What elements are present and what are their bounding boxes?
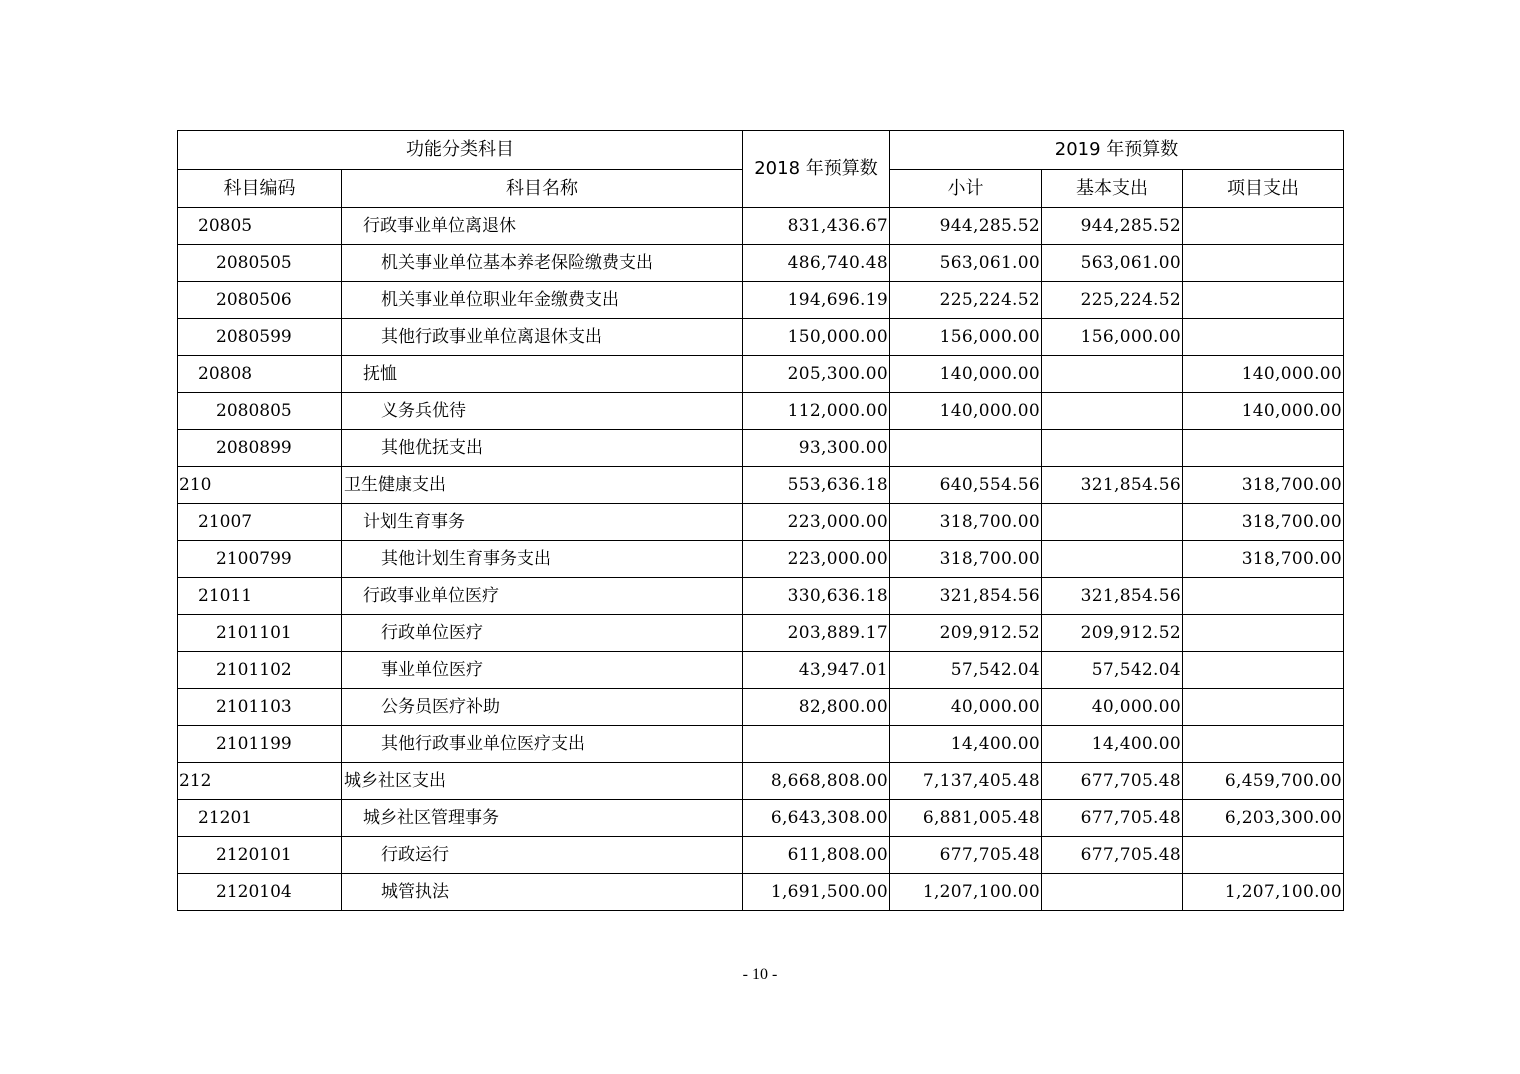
- subject-name-cell: 城乡社区管理事务: [342, 800, 743, 837]
- project-expense-cell: [1183, 319, 1344, 356]
- subject-code-cell: 2101199: [178, 726, 342, 763]
- subject-name-cell: 行政单位医疗: [342, 615, 743, 652]
- subtotal-cell: 6,881,005.48: [890, 800, 1042, 837]
- subject-name-cell: 行政事业单位医疗: [342, 578, 743, 615]
- project-expense-cell: [1183, 689, 1344, 726]
- subject-code-cell: 2080805: [178, 393, 342, 430]
- table-row: [178, 541, 1344, 578]
- subtotal-cell: 318,700.00: [890, 541, 1042, 578]
- table-row: [178, 245, 1344, 282]
- budget-2018-cell: 330,636.18: [743, 578, 890, 615]
- budget-2018-cell: 203,889.17: [743, 615, 890, 652]
- subtotal-cell: 1,207,100.00: [890, 874, 1042, 911]
- subject-code-cell: 2080599: [178, 319, 342, 356]
- subject-code-cell: 2101102: [178, 652, 342, 689]
- table-row: [178, 282, 1344, 319]
- table-body: [178, 208, 1344, 911]
- subject-name-cell: 机关事业单位职业年金缴费支出: [342, 282, 743, 319]
- budget-2018-cell: 205,300.00: [743, 356, 890, 393]
- subject-name-cell: 公务员医疗补助: [342, 689, 743, 726]
- project-expense-cell: 140,000.00: [1183, 356, 1344, 393]
- table-header: [178, 131, 1344, 208]
- project-expense-header: 项目支出: [1183, 170, 1344, 208]
- budget-2018-cell: 486,740.48: [743, 245, 890, 282]
- project-expense-cell: [1183, 726, 1344, 763]
- subtotal-cell: 640,554.56: [890, 467, 1042, 504]
- subject-name-cell: 行政事业单位离退休: [342, 208, 743, 245]
- subject-code-cell: 2101103: [178, 689, 342, 726]
- budget-2018-cell: 223,000.00: [743, 541, 890, 578]
- subject-code-cell: 21007: [178, 504, 342, 541]
- budget-2018-cell: 194,696.19: [743, 282, 890, 319]
- subtotal-cell: 209,912.52: [890, 615, 1042, 652]
- budget-2018-cell: 43,947.01: [743, 652, 890, 689]
- table-row: [178, 726, 1344, 763]
- subtotal-cell: [890, 430, 1042, 467]
- project-expense-cell: 318,700.00: [1183, 467, 1344, 504]
- subject-code-cell: 21011: [178, 578, 342, 615]
- basic-expense-cell: [1042, 356, 1183, 393]
- subject-code-cell: 2120101: [178, 837, 342, 874]
- basic-expense-cell: [1042, 874, 1183, 911]
- budget-2018-cell: 611,808.00: [743, 837, 890, 874]
- table-row: [178, 652, 1344, 689]
- basic-expense-cell: [1042, 393, 1183, 430]
- project-expense-cell: 140,000.00: [1183, 393, 1344, 430]
- table-row: [178, 689, 1344, 726]
- subject-name-cell: 卫生健康支出: [342, 467, 743, 504]
- basic-expense-cell: [1042, 430, 1183, 467]
- table-row: [178, 615, 1344, 652]
- basic-expense-cell: 156,000.00: [1042, 319, 1183, 356]
- budget-2018-cell: 831,436.67: [743, 208, 890, 245]
- budget-2018-cell: 82,800.00: [743, 689, 890, 726]
- basic-expense-cell: 225,224.52: [1042, 282, 1183, 319]
- subject-code-header: 科目编码: [178, 170, 342, 208]
- subtotal-cell: 14,400.00: [890, 726, 1042, 763]
- subject-name-cell: 其他行政事业单位医疗支出: [342, 726, 743, 763]
- subtotal-cell: 677,705.48: [890, 837, 1042, 874]
- page-number: - 10 -: [742, 966, 778, 983]
- subtotal-cell: 7,137,405.48: [890, 763, 1042, 800]
- subtotal-cell: 140,000.00: [890, 393, 1042, 430]
- subtotal-cell: 318,700.00: [890, 504, 1042, 541]
- subject-code-cell: 2080899: [178, 430, 342, 467]
- project-expense-cell: [1183, 282, 1344, 319]
- subject-code-cell: 2120104: [178, 874, 342, 911]
- subject-name-cell: 城乡社区支出: [342, 763, 743, 800]
- table-row: [178, 504, 1344, 541]
- project-expense-cell: [1183, 208, 1344, 245]
- subject-name-cell: 行政运行: [342, 837, 743, 874]
- subject-name-cell: 计划生育事务: [342, 504, 743, 541]
- subject-code-cell: 2101101: [178, 615, 342, 652]
- table-row: [178, 393, 1344, 430]
- basic-expense-cell: 677,705.48: [1042, 837, 1183, 874]
- project-expense-cell: 318,700.00: [1183, 504, 1344, 541]
- subject-name-cell: 机关事业单位基本养老保险缴费支出: [342, 245, 743, 282]
- basic-expense-header: 基本支出: [1042, 170, 1183, 208]
- subject-code-cell: 20808: [178, 356, 342, 393]
- budget-table: [177, 130, 1344, 911]
- subject-name-cell: 其他行政事业单位离退休支出: [342, 319, 743, 356]
- budget-2018-cell: 6,643,308.00: [743, 800, 890, 837]
- subject-code-cell: 210: [178, 467, 342, 504]
- table-row: [178, 763, 1344, 800]
- budget-2018-cell: [743, 726, 890, 763]
- budget-2018-cell: 112,000.00: [743, 393, 890, 430]
- subject-code-cell: 20805: [178, 208, 342, 245]
- table-row: [178, 874, 1344, 911]
- basic-expense-cell: 57,542.04: [1042, 652, 1183, 689]
- subject-name-cell: 城管执法: [342, 874, 743, 911]
- basic-expense-cell: [1042, 541, 1183, 578]
- subject-code-cell: 212: [178, 763, 342, 800]
- budget-2018-cell: 150,000.00: [743, 319, 890, 356]
- budget-2018-cell: 8,668,808.00: [743, 763, 890, 800]
- subtotal-cell: 944,285.52: [890, 208, 1042, 245]
- functional-category-header: 功能分类科目: [178, 131, 743, 170]
- basic-expense-cell: 944,285.52: [1042, 208, 1183, 245]
- table-row: [178, 430, 1344, 467]
- table-row: [178, 578, 1344, 615]
- table-row: [178, 837, 1344, 874]
- project-expense-cell: 1,207,100.00: [1183, 874, 1344, 911]
- subtotal-cell: 40,000.00: [890, 689, 1042, 726]
- basic-expense-cell: 563,061.00: [1042, 245, 1183, 282]
- subject-name-header: 科目名称: [342, 170, 743, 208]
- table-row: [178, 319, 1344, 356]
- subject-name-cell: 事业单位医疗: [342, 652, 743, 689]
- budget-2018-cell: 1,691,500.00: [743, 874, 890, 911]
- table-row: [178, 800, 1344, 837]
- table-row: [178, 208, 1344, 245]
- subject-code-cell: 21201: [178, 800, 342, 837]
- project-expense-cell: [1183, 430, 1344, 467]
- budget-2018-cell: 553,636.18: [743, 467, 890, 504]
- basic-expense-cell: 321,854.56: [1042, 467, 1183, 504]
- project-expense-cell: [1183, 837, 1344, 874]
- project-expense-cell: 6,459,700.00: [1183, 763, 1344, 800]
- basic-expense-cell: 321,854.56: [1042, 578, 1183, 615]
- project-expense-cell: [1183, 652, 1344, 689]
- subtotal-cell: 156,000.00: [890, 319, 1042, 356]
- subject-code-cell: 2080505: [178, 245, 342, 282]
- project-expense-cell: [1183, 578, 1344, 615]
- subject-name-cell: 其他计划生育事务支出: [342, 541, 743, 578]
- project-expense-cell: [1183, 245, 1344, 282]
- subtotal-header: 小计: [890, 170, 1042, 208]
- subtotal-cell: 57,542.04: [890, 652, 1042, 689]
- basic-expense-cell: 40,000.00: [1042, 689, 1183, 726]
- subject-name-cell: 抚恤: [342, 356, 743, 393]
- table-row: [178, 467, 1344, 504]
- basic-expense-cell: 209,912.52: [1042, 615, 1183, 652]
- basic-expense-cell: 14,400.00: [1042, 726, 1183, 763]
- project-expense-cell: [1183, 615, 1344, 652]
- table-row: [178, 356, 1344, 393]
- subject-name-cell: 其他优抚支出: [342, 430, 743, 467]
- subject-code-cell: 2080506: [178, 282, 342, 319]
- budget-2018-header: 2018 年预算数: [743, 131, 890, 208]
- subtotal-cell: 321,854.56: [890, 578, 1042, 615]
- project-expense-cell: 318,700.00: [1183, 541, 1344, 578]
- subject-name-cell: 义务兵优待: [342, 393, 743, 430]
- header-row-1: [178, 131, 1344, 170]
- basic-expense-cell: [1042, 504, 1183, 541]
- basic-expense-cell: 677,705.48: [1042, 763, 1183, 800]
- subject-code-cell: 2100799: [178, 541, 342, 578]
- budget-2019-header: 2019 年预算数: [890, 131, 1344, 170]
- budget-2018-cell: 93,300.00: [743, 430, 890, 467]
- subtotal-cell: 225,224.52: [890, 282, 1042, 319]
- subtotal-cell: 563,061.00: [890, 245, 1042, 282]
- budget-2018-cell: 223,000.00: [743, 504, 890, 541]
- project-expense-cell: 6,203,300.00: [1183, 800, 1344, 837]
- subtotal-cell: 140,000.00: [890, 356, 1042, 393]
- basic-expense-cell: 677,705.48: [1042, 800, 1183, 837]
